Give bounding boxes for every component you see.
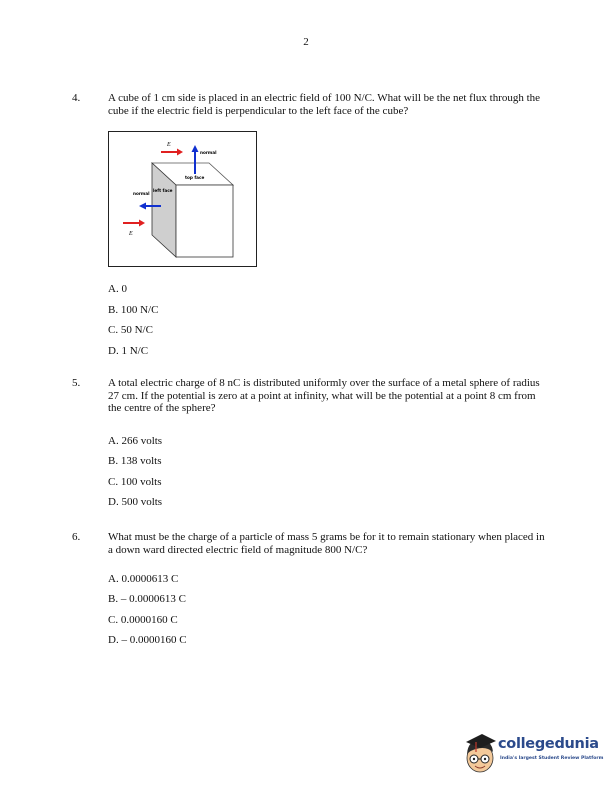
page-number: 2: [303, 36, 309, 48]
question-5-option-d: D. 500 volts: [108, 496, 163, 508]
question-6-option-d: D. – 0.0000160 C: [108, 634, 187, 646]
question-4-option-d: D. 1 N/C: [108, 345, 149, 357]
question-6-option-a: A. 0.0000613 C: [108, 573, 179, 585]
question-4-option-c: C. 50 N/C: [108, 324, 153, 336]
svg-text:left face: left face: [153, 188, 173, 193]
mascot-icon: [462, 730, 498, 780]
question-5-text: A total electric charge of 8 nC is distributed uniformly over the surface of a metal sphere of radius 27 cm. If the potential is zero at a point at infinity, what will be the potential at a point 8 cm from the centre of the sphere?: [108, 377, 540, 415]
question-5-option-c: C. 100 volts: [108, 476, 162, 488]
brand-name: collegedunia: [498, 736, 599, 752]
question-5-option-a: A. 266 volts: [108, 435, 163, 447]
question-6-option-b: B. – 0.0000613 C: [108, 593, 186, 605]
collegedunia-logo[interactable]: [462, 730, 602, 780]
svg-text:normal: normal: [200, 150, 217, 155]
field-arrow-top-icon: [161, 149, 183, 156]
question-6-option-c: C. 0.0000160 C: [108, 614, 178, 626]
cube-flux-diagram: [108, 131, 257, 267]
question-4-text: A cube of 1 cm side is placed in an electric field of 100 N/C. What will be the net flux through the cube if the electric field is perpendicular to the left face of the cube?: [108, 92, 541, 117]
question-4-option-b: B. 100 N/C: [108, 304, 159, 316]
field-arrow-left-icon: [123, 220, 145, 227]
brand-tagline: India's largest Student Review Platform: [500, 756, 604, 761]
svg-text:top face: top face: [185, 175, 205, 180]
question-6-text: What must be the charge of a particle of mass 5 grams be for it to remain stationary when placed in a down ward directed electric field of magnitude 800 N/C?: [108, 531, 545, 556]
question-4-number: 4.: [72, 92, 81, 104]
cube-illustration: [109, 132, 258, 268]
svg-text:normal: normal: [133, 191, 150, 196]
svg-text:E: E: [129, 231, 133, 237]
question-4-option-a: A. 0: [108, 283, 127, 295]
label-e-top: E: [167, 142, 171, 148]
question-5-number: 5.: [72, 377, 81, 389]
question-5-option-b: B. 138 volts: [108, 455, 162, 467]
question-6-number: 6.: [72, 531, 81, 543]
